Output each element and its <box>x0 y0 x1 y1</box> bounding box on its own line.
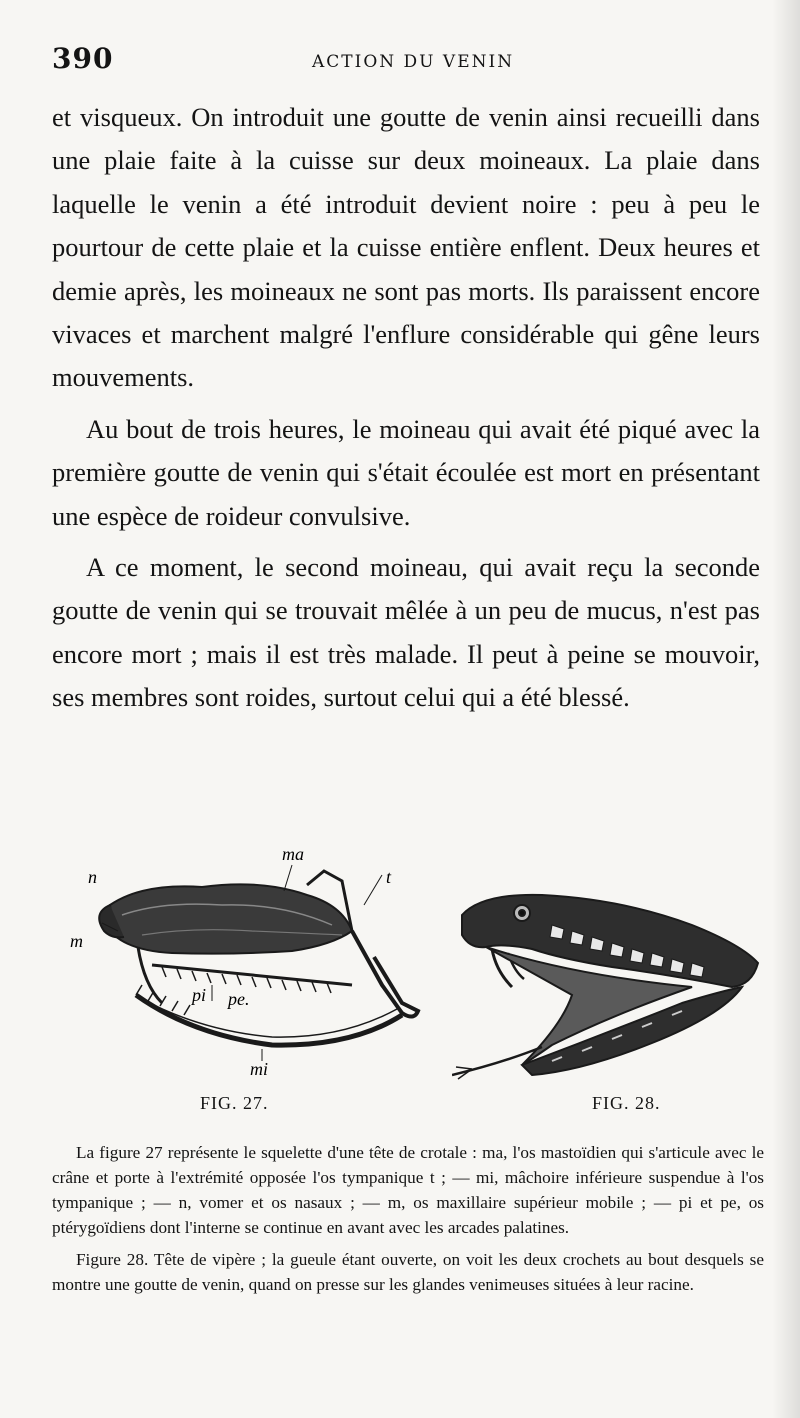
label-n: n <box>88 867 97 887</box>
legend-figure-28: Figure 28. Tête de vipère ; la gueule étant ouverte, on voit les deux crochets au bout desquels se montre une goutte de venin, quand on presse sur les glandes venimeuses situées à leur racine. <box>52 1250 764 1294</box>
page-header <box>52 42 762 86</box>
label-pi: pi <box>192 985 207 1005</box>
body-text <box>52 96 760 728</box>
figure-28-caption: FIG. 28. <box>592 1093 661 1113</box>
label-t: t <box>386 867 392 887</box>
legend-figure-27: La figure 27 représente le squelette d'une tête de crotale : ma, l'os mastoïdien qui s'articule avec le crâne et porte à l'extrémité opposée l'os tympanique t ; — mi, mâchoire inférieure suspendue à l'os tympanique ; — n, vomer et os nasaux ; — m, os maxillaire supérieur mobile ; — pi et pe, os ptérygoïdiens dont l'interne se continue en avant avec les arcades palatines. <box>52 1143 764 1237</box>
paragraph-1: et visqueux. On introduit une goutte de venin ainsi recueilli dans une plaie faite à la cuisse sur deux moineaux. La plaie dans laquelle le venin a été introduit devient noire : peu à peu le pourtour de cette plaie et la cuisse entière enflent. Deux heures et demie après, les moineaux ne sont pas morts. Ils paraissent encore vivaces et marchent malgré l'enflure considérable qui gêne leurs mouvements. <box>52 102 760 393</box>
figure-27-caption: FIG. 27. <box>200 1093 269 1113</box>
label-pe: pe. <box>228 989 250 1009</box>
label-ma: ma <box>282 844 304 864</box>
paragraph-2: Au bout de trois heures, le moineau qui avait été piqué avec la première goutte de venin qui s'était écoulée est mort en présentant une espèce de roideur convulsive. <box>52 413 760 531</box>
figure-27-skull-illustration <box>52 835 432 1085</box>
paragraph-3: A ce moment, le second moineau, qui avait reçu la seconde goutte de venin qui se trouvait mêlée à un peu de mucus, n'est pas encore mort ; mais il est très malade. Il peut à peine se mouvoir, ses membres sont roides, surtout celui qui a été blessé. <box>52 552 760 713</box>
figures-area <box>52 835 764 1125</box>
figure-legend <box>52 1140 764 1304</box>
running-title: ACTION DU VENIN <box>312 52 515 72</box>
page-edge-shadow <box>772 0 800 1418</box>
label-mi: mi <box>250 1059 268 1079</box>
page-number: 390 <box>52 42 114 75</box>
figure-28-viper-head-illustration <box>452 875 764 1085</box>
label-m: m <box>70 931 83 951</box>
